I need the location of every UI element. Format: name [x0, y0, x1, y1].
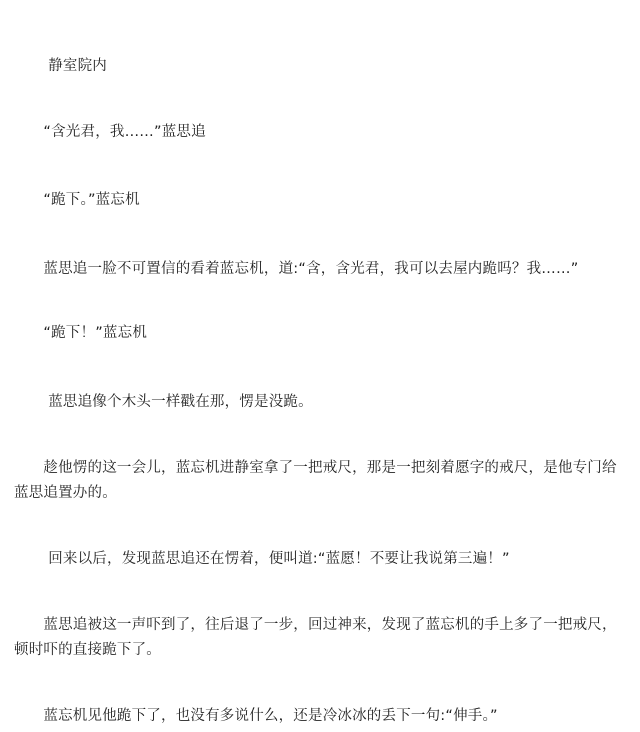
paragraph-narration: 蓝思追像个木头一样戳在那，愣是没跪。	[14, 394, 313, 410]
paragraph-narration: 蓝忘机见他跪下了，也没有多说什么，还是冷冰冰的丢下一句:“伸手。”	[14, 708, 498, 724]
paragraph-narration: 蓝思追被这一声吓到了，往后退了一步，回过神来，发现了蓝忘机的手上多了一把戒尺，顿时吓的直接跪下了。	[14, 617, 617, 658]
paragraph-narration: 蓝思追一脸不可置信的看着蓝忘机，道:“含，含光君，我可以去屋内跪吗？我……”	[14, 261, 579, 277]
paragraph-dialogue: “含光君，我……”蓝思追	[14, 124, 206, 140]
paragraph-dialogue: “跪下。”蓝忘机	[14, 192, 140, 208]
paragraph-dialogue: “跪下！”蓝忘机	[14, 325, 148, 341]
paragraph-scene-heading: 静室院内	[14, 58, 108, 74]
paragraph-narration: 趁他愣的这一会儿，蓝忘机进静室拿了一把戒尺，那是一把刻着愿字的戒尺，是他专门给蓝思追置办的。	[14, 460, 617, 501]
paragraph-narration: 回来以后，发现蓝思追还在愣着，便叫道:“蓝愿！不要让我说第三遍！”	[14, 551, 510, 567]
